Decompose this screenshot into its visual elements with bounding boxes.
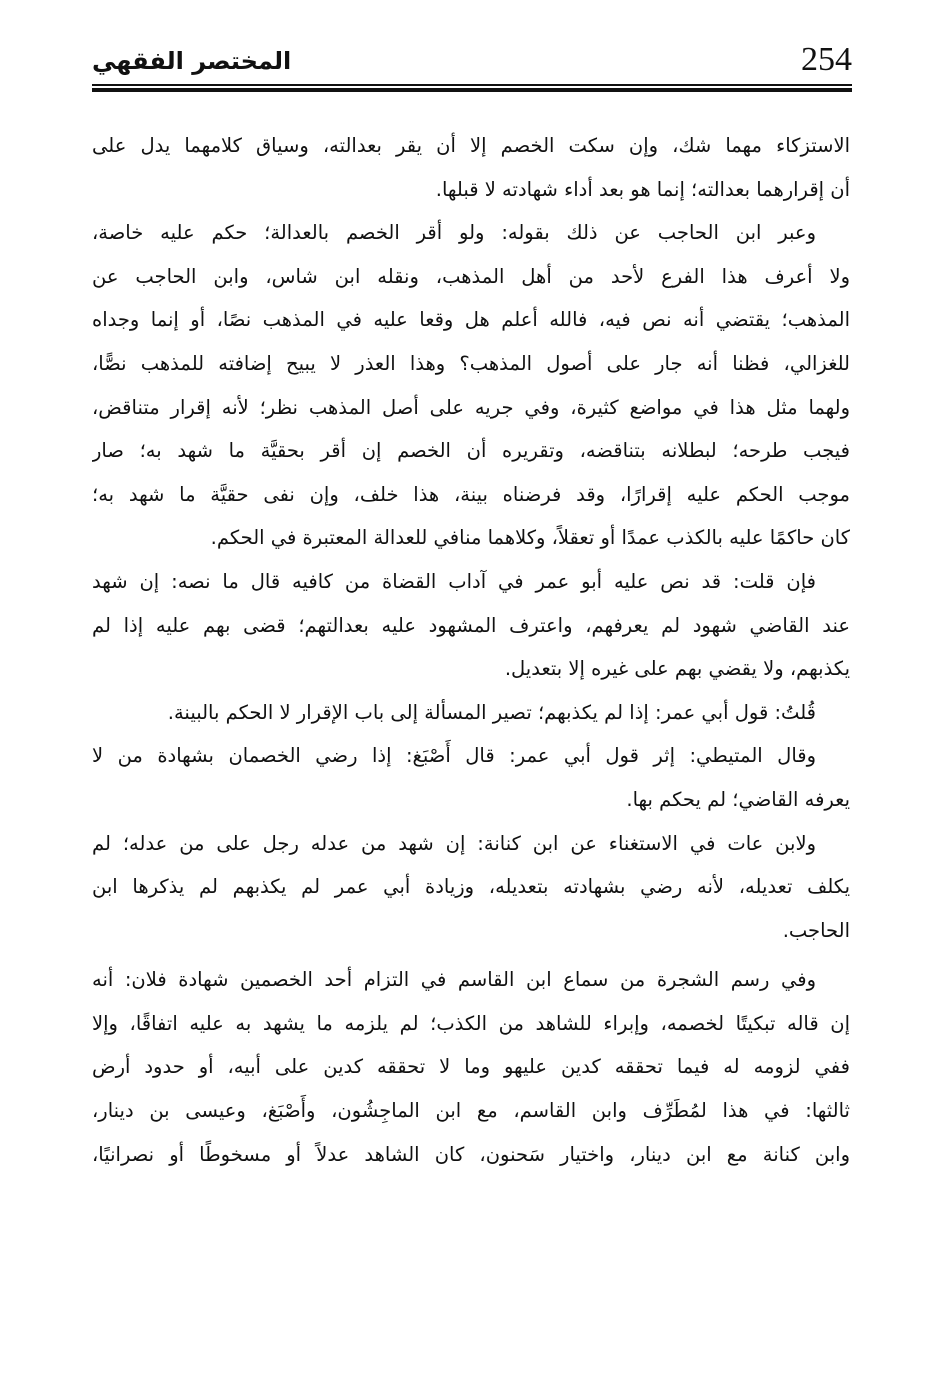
page-header bbox=[92, 40, 852, 80]
text-line: وفي رسم الشجرة من سماع ابن القاسم في التزام أحد الخصمين شهادة فلان: أنه bbox=[92, 968, 816, 992]
text-line: وقال المتيطي: إثر قول أبي عمر: قال أَصْبَغ: إذا رضي الخصمان بشهادة من لا bbox=[92, 744, 816, 768]
text-line: قُلتُ: قول أبي عمر: إذا لم يكذبهم؛ تصير المسألة إلى باب الإقرار لا الحكم بالبينة. bbox=[167, 700, 816, 724]
text-line: وابن كنانة مع ابن دينار، واختيار سَحنون، كان الشاهد عدلاً أو مسخوطًا أو نصرانيًا، bbox=[92, 1142, 850, 1166]
text-line: ففي لزومه له فيما تحققه كدين عليهو وما لا تحققه كدين على أبيه، أو حدود أرض bbox=[92, 1055, 850, 1079]
text-line: كان حاكمًا عليه بالكذب عمدًا أو تعقلاً، وكلاهما منافي للعدالة المعتبرة في الحكم. bbox=[210, 526, 850, 550]
text-line: للغزالي، فظنا أنه جار على أصول المذهب؟ وهذا العذر لا يبيح إضافته للمذهب نصًّا، bbox=[92, 351, 850, 375]
text-line: ولا أعرف هذا الفرع لأحد من أهل المذهب، ونقله ابن شاس، وابن الحاجب عن bbox=[92, 264, 850, 288]
page-number: 254 bbox=[801, 41, 852, 78]
page-body bbox=[92, 124, 850, 1176]
running-title: المختصر الفقهي bbox=[92, 47, 292, 75]
text-line: وعبر ابن الحاجب عن ذلك بقوله: ولو أقر الخصم بالعدالة؛ حكم عليه خاصة، bbox=[92, 221, 816, 245]
text-line: الاستزكاء مهما شك، وإن سكت الخصم إلا أن يقر بعدالته، وسياق كلامهما يدل على bbox=[92, 134, 850, 157]
text-line: فإن قلت: قد نص عليه أبو عمر في آداب القضاة من كافيه قال ما نصه: إن شهد bbox=[92, 569, 816, 593]
text-line: يكذبهم، ولا يقضي بهم على غيره إلا بتعديل. bbox=[504, 657, 850, 681]
text-line: موجب الحكم عليه إقرارًا، وقد فرضناه بينة، هذا خلف، وإن نفى حقيَّة ما شهد به؛ bbox=[92, 482, 850, 506]
text-line: ثالثها: في هذا لمُطَرِّف وابن القاسم، مع ابن الماجِشُون، وأَصْبَغ، وعيسى بن دينار، bbox=[92, 1099, 850, 1123]
header-rule-thick bbox=[92, 88, 852, 92]
header-rule-thin bbox=[92, 84, 852, 86]
text-line: إن قاله تبكيتًا لخصمه، وإبراء للشاهد من الكذب؛ لم يلزمه ما يشهد به عليه اتفاقًا، وإلا bbox=[92, 1011, 850, 1035]
text-line: ولهما مثل هذا في مواضع كثيرة، وفي جريه على أصل المذهب نظر؛ لأنه إقرار متناقض، bbox=[92, 395, 850, 419]
text-line: فيجب طرحه؛ لبطلانه بتناقضه، وتقريره أن الخصم إن أقر بحقيَّة ما شهد به؛ صار bbox=[92, 439, 850, 463]
text-line: يكلف تعديله، لأنه رضي بشهادته بتعديله، وزيادة أبي عمر لم يكذبهم لم يذكرها ابن bbox=[92, 875, 850, 899]
text-line: أن إقرارهما بعدالته؛ إنما هو بعد أداء شهادته لا قبلها. bbox=[435, 177, 850, 201]
text-line: الحاجب. bbox=[782, 918, 850, 942]
text-line: يعرفه القاضي؛ لم يحكم بها. bbox=[626, 787, 850, 811]
text-line: المذهب؛ يقتضي أنه نص فيه، فالله أعلم هل وقعا عليه في المذهب نصًا، أو إنما وجداه bbox=[92, 308, 850, 332]
text-line: ولابن عات في الاستغناء عن ابن كنانة: إن شهد من عدله رجل على من عدله؛ لم bbox=[92, 831, 816, 855]
text-line: عند القاضي شهود لم يعرفهم، واعترف المشهود عليه بعدالتهم؛ قضى بهم عليه إذا لم bbox=[92, 613, 850, 637]
